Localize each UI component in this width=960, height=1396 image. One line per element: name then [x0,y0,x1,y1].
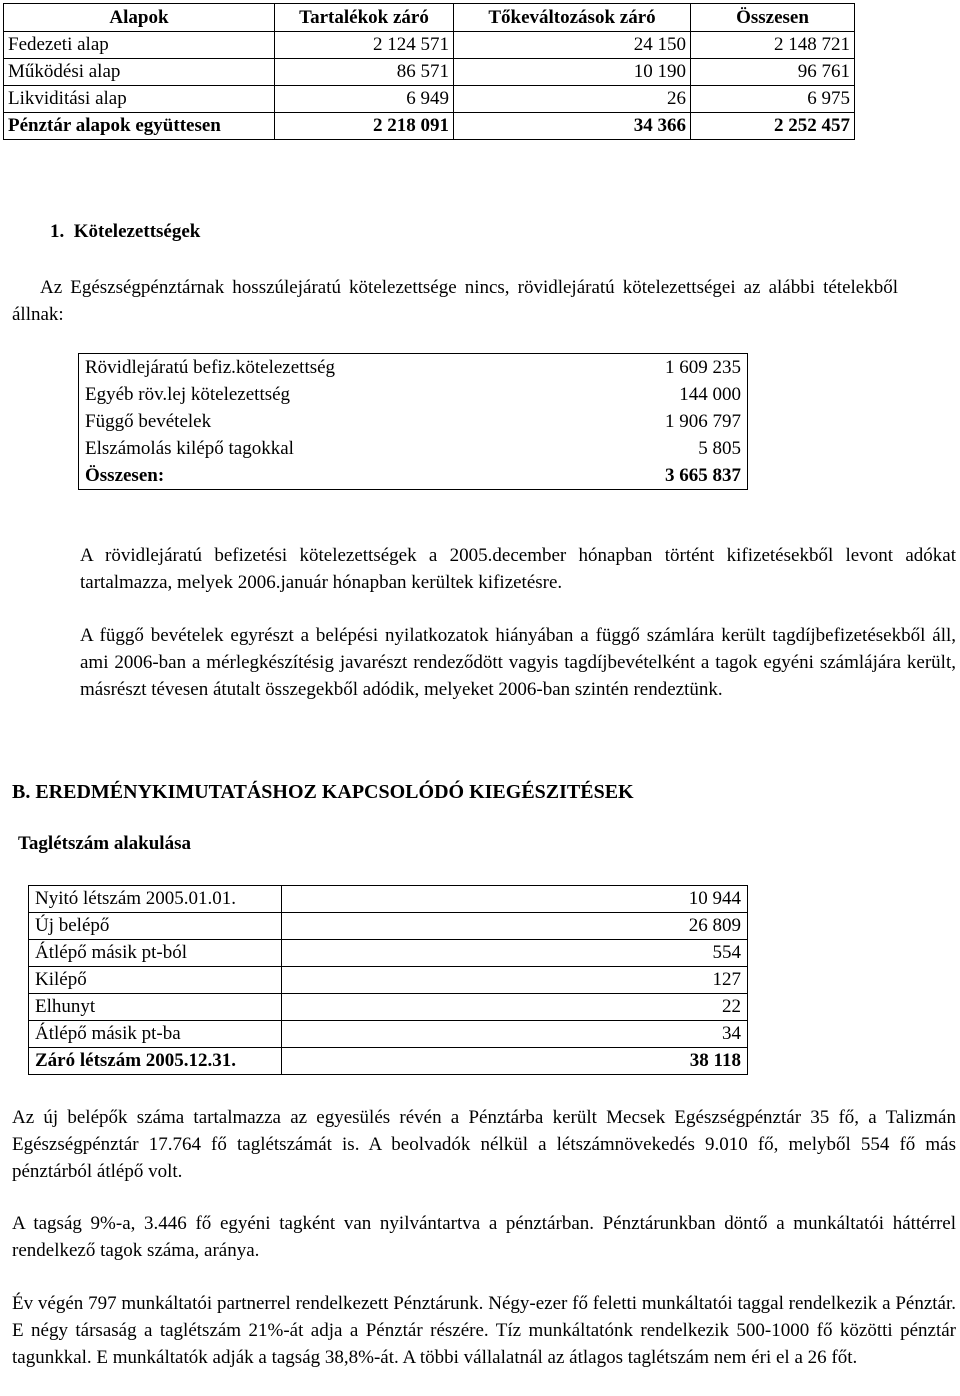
membership-label: Átlépő másik pt-ból [29,940,282,967]
membership-value: 34 [282,1021,748,1048]
membership-total-label: Záró létszám 2005.12.31. [29,1048,282,1075]
funds-table [3,3,855,140]
membership-value: 26 809 [282,913,748,940]
table-row [79,381,748,408]
membership-subheading: Taglétszám alakulása [18,833,191,854]
fund-value: 2 148 721 [691,32,855,59]
table-row [79,408,748,435]
fund-value: 6 949 [275,86,454,113]
membership-label: Elhunyt [29,994,282,1021]
funds-total-row [4,113,855,140]
membership-total-value: 38 118 [282,1048,748,1075]
membership-value: 22 [282,994,748,1021]
liability-total-label: Összesen: [79,462,579,490]
fund-value: 26 [454,86,691,113]
table-row [29,886,748,913]
liabilities-intro: Az Egészségpénztárnak hosszúlejáratú kötelezettsége nincs, rövidlejáratú kötelezettségei az alábbi tételekből állnak: [12,277,898,325]
section-heading-income-statement: B. EREDMÉNYKIMUTATÁSHOZ KAPCSOLÓDÓ KIEGÉSZITÉSEK [12,781,634,803]
liability-label: Egyéb röv.lej kötelezettség [79,381,579,408]
short-term-liabilities-paragraph: A rövidlejáratú befizetési kötelezettségek a 2005.december hónapban történt kifizetésekből levont adókat tartalmazza, melyek 2006.január hónapban kerültek kifizetésre. [80,545,956,593]
table-row [79,435,748,462]
liability-label: Rövidlejáratú befiz.kötelezettség [79,354,579,382]
table-row [29,913,748,940]
fund-total-value: 2 218 091 [275,113,454,140]
membership-value: 127 [282,967,748,994]
membership-total-row [29,1048,748,1075]
membership-table [28,885,748,1075]
liability-value: 144 000 [579,381,748,408]
fund-total-label: Pénztár alapok együttesen [4,113,275,140]
table-row [29,1021,748,1048]
funds-header-cell: Tartalékok záró [275,4,454,32]
pending-income-paragraph: A függő bevételek egyrészt a belépési nyilatkozatok hiányában a függő számlára került tagdíjbefizetésekből áll, ami 2006-ban a mérlegkészítésig javarészt rendeződött vagyis tagdíjbevételként a tagok egyéni számlájára került, másrészt tévesen átutalt összegekből adódik, melyeket 2006-ban szintén rendeztünk. [80,625,956,700]
membership-label: Kilépő [29,967,282,994]
liability-value: 1 609 235 [579,354,748,382]
table-row [29,994,748,1021]
section-heading-liabilities: 1. Kötelezettségek [50,221,201,242]
table-row [79,354,748,382]
new-members-paragraph: Az új belépők száma tartalmazza az egyesülés révén a Pénztárba került Mecsek Egészségpénztár 35 fő, a Talizmán Egészségpénztár 17.764 fő taglétszámát is. A beolvadók nélkül a létszámnövekedés 9.010 fő, melyből 554 fő más pénztárból átlépő volt. [12,1107,956,1182]
liability-total-value: 3 665 837 [579,462,748,490]
individual-members-paragraph: A tagság 9%-a, 3.446 fő egyéni tagként van nyilvántartva a pénztárban. Pénztárunkban döntő a munkáltatói háttérrel rendelkező tagok száma, aránya. [12,1213,956,1261]
liabilities-total-row [79,462,748,490]
fund-value: 6 975 [691,86,855,113]
funds-header-cell: Összesen [691,4,855,32]
fund-name: Likviditási alap [4,86,275,113]
liabilities-table [78,353,748,490]
funds-header-row [4,4,855,32]
membership-label: Új belépő [29,913,282,940]
funds-header-cell: Tőkeváltozások záró [454,4,691,32]
fund-total-value: 2 252 457 [691,113,855,140]
fund-total-value: 34 366 [454,113,691,140]
liability-label: Függő bevételek [79,408,579,435]
fund-value: 86 571 [275,59,454,86]
table-row [29,940,748,967]
liability-value: 1 906 797 [579,408,748,435]
membership-label: Nyitó létszám 2005.01.01. [29,886,282,913]
membership-value: 10 944 [282,886,748,913]
fund-value: 10 190 [454,59,691,86]
membership-label: Átlépő másik pt-ba [29,1021,282,1048]
table-row [4,32,855,59]
liability-label: Elszámolás kilépő tagokkal [79,435,579,462]
table-row [29,967,748,994]
funds-header-cell: Alapok [4,4,275,32]
fund-value: 2 124 571 [275,32,454,59]
employers-paragraph: Év végén 797 munkáltatói partnerrel rendelkezett Pénztárunk. Négy-ezer fő feletti munkáltatói taggal rendelkezik a Pénztár. E négy társaság a taglétszám 21%-át adja a Pénztár részére. Tíz munkáltatónk rendelkezik 500-1000 fő közötti pénztár tagunkkal. E munkáltatók adják a tagság 38,8%-át. A többi vállalatnál az átlagos taglétszám nem éri el a 26 főt. [12,1293,956,1368]
fund-value: 96 761 [691,59,855,86]
fund-name: Működési alap [4,59,275,86]
fund-value: 24 150 [454,32,691,59]
table-row [4,59,855,86]
fund-name: Fedezeti alap [4,32,275,59]
table-row [4,86,855,113]
liability-value: 5 805 [579,435,748,462]
membership-value: 554 [282,940,748,967]
